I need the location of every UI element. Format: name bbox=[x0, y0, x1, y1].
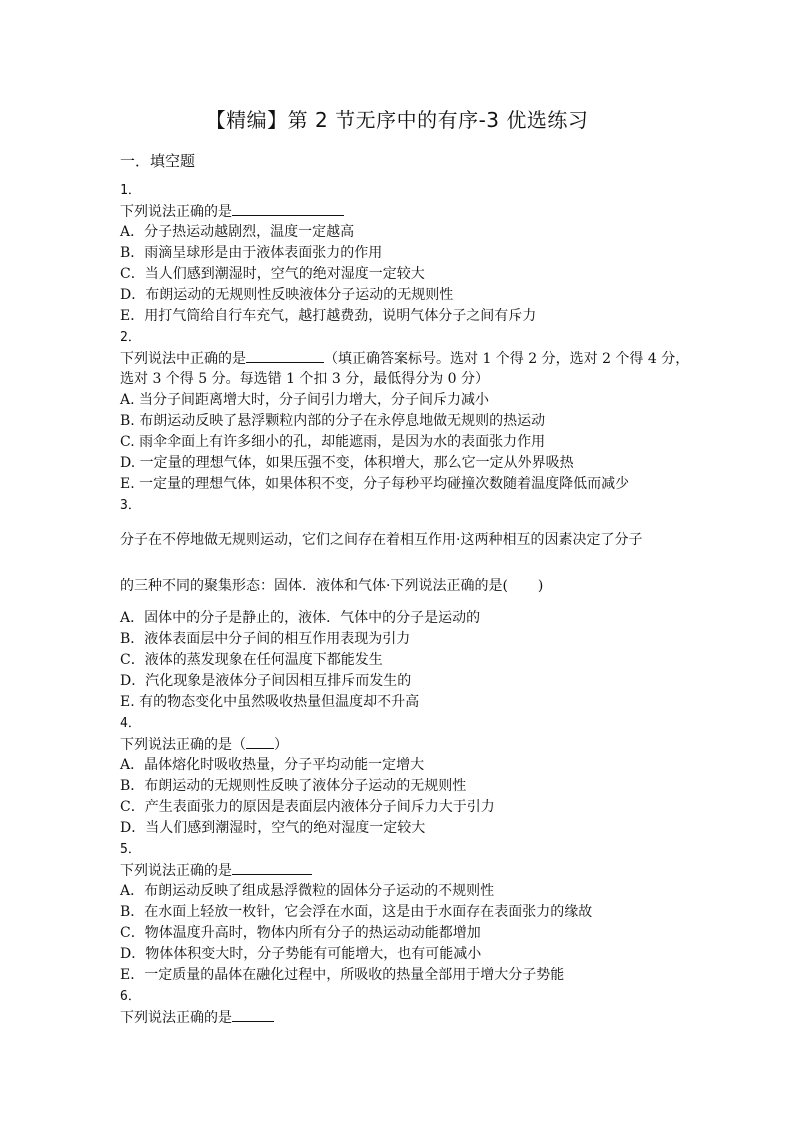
answer-blank bbox=[232, 860, 312, 875]
question-number: 3． bbox=[120, 498, 141, 513]
question-stem-text: 下列说法正确的是（ bbox=[120, 737, 246, 753]
question-stem-text: 的三种不同的聚集形态：固体．液体和气体·下列说法正确的是( bbox=[120, 578, 508, 594]
option-a: A. 当分子间距离增大时，分子间引力增大，分子间斥力减小 bbox=[120, 392, 490, 408]
question-4 bbox=[120, 713, 690, 839]
question-stem-paren-close: ) bbox=[537, 578, 544, 594]
option-b: B．液体表面层中分子间的相互作用表现为引力 bbox=[120, 631, 411, 647]
option-b: B．在水面上轻放一枚针，它会浮在水面，这是由于水面存在表面张力的缘故 bbox=[120, 904, 593, 920]
answer-blank bbox=[232, 1007, 274, 1022]
option-e: E．一定质量的晶体在融化过程中，所吸收的热量全部用于增大分子势能 bbox=[120, 967, 565, 983]
question-number: 2． bbox=[120, 330, 141, 345]
option-b: B．布朗运动的无规则性反映了液体分子运动的无规则性 bbox=[120, 778, 467, 794]
question-6 bbox=[120, 986, 690, 1028]
question-stem-paren-close: ） bbox=[274, 737, 288, 753]
page-title: 【精编】第 2 节无序中的有序-3 优选练习 bbox=[205, 108, 589, 132]
option-c: C．当人们感到潮湿时，空气的绝对湿度一定较大 bbox=[120, 266, 425, 282]
option-d: D．汽化现象是液体分子间因相互排斥而发生的 bbox=[120, 673, 412, 689]
option-a: A．分子热运动越剧烈，温度一定越高 bbox=[120, 224, 355, 240]
question-2 bbox=[120, 327, 690, 495]
question-stem bbox=[120, 1007, 690, 1028]
option-d: D．当人们感到潮湿时，空气的绝对湿度一定较大 bbox=[120, 820, 426, 836]
question-stem-line-1: 分子在不停地做无规则运动，它们之间存在着相互作用·这两种相互的因素决定了分子 bbox=[120, 532, 643, 548]
question-stem bbox=[120, 860, 690, 881]
question-stem bbox=[120, 201, 690, 222]
answer-blank bbox=[246, 348, 324, 363]
answer-blank bbox=[246, 734, 274, 749]
question-stem-text: 下列说法正确的是 bbox=[120, 1010, 232, 1026]
question-number: 4． bbox=[120, 716, 141, 731]
question-stem-text: 下列说法正确的是 bbox=[120, 204, 232, 220]
question-stem-line-2 bbox=[120, 566, 690, 606]
question-stem-text: 下列说法中正确的是 bbox=[120, 351, 246, 367]
option-b: B．雨滴呈球形是由于液体表面张力的作用 bbox=[120, 245, 383, 261]
question-number: 6． bbox=[120, 989, 141, 1004]
option-e: E. 一定量的理想气体，如果体积不变，分子每秒平均碰撞次数随着温度降低而减少 bbox=[120, 476, 630, 492]
question-number: 5． bbox=[120, 842, 141, 857]
option-a: A．晶体熔化时吸收热量，分子平均动能一定增大 bbox=[120, 757, 425, 773]
question-stem bbox=[120, 348, 690, 369]
question-stem-note: （填正确答案标号。选对 1 个得 2 分，选对 2 个得 4 分， bbox=[324, 351, 690, 367]
question-list bbox=[120, 180, 690, 1028]
question-5 bbox=[120, 839, 690, 986]
question-stem-text: 下列说法正确的是 bbox=[120, 863, 232, 879]
question-number: 1． bbox=[120, 183, 141, 198]
option-e: E．用打气筒给自行车充气，越打越费劲，说明气体分子之间有斥力 bbox=[120, 308, 537, 324]
option-c: C．液体的蒸发现象在任何温度下都能发生 bbox=[120, 652, 383, 668]
option-b: B. 布朗运动反映了悬浮颗粒内部的分子在永停息地做无规则的热运动 bbox=[120, 413, 546, 429]
answer-blank bbox=[232, 201, 344, 216]
question-stem-continued: 选对 3 个得 5 分。每选错 1 个扣 3 分，最低得分为 0 分） bbox=[120, 371, 490, 387]
question-3 bbox=[120, 495, 690, 713]
question-1 bbox=[120, 180, 690, 327]
option-d: D．布朗运动的无规则性反映液体分子运动的无规则性 bbox=[120, 287, 454, 303]
option-d: D．物体体积变大时，分子势能有可能增大，也有可能减小 bbox=[120, 946, 482, 962]
option-a: A．布朗运动反映了组成悬浮微粒的固体分子运动的不规则性 bbox=[120, 883, 495, 899]
section-heading: 一．填空题 bbox=[120, 152, 196, 170]
option-d: D. 一定量的理想气体，如果压强不变，体积增大，那么它一定从外界吸热 bbox=[120, 455, 574, 471]
option-a: A．固体中的分子是静止的，液体．气体中的分子是运动的 bbox=[120, 610, 481, 626]
option-c: C．产生表面张力的原因是表面层内液体分子间斥力大于引力 bbox=[120, 799, 495, 815]
option-e: E. 有的物态变化中虽然吸收热量但温度却不升高 bbox=[120, 694, 420, 710]
option-c: C．物体温度升高时，物体内所有分子的热运动动能都增加 bbox=[120, 925, 481, 941]
question-stem bbox=[120, 734, 690, 755]
option-c: C. 雨伞伞面上有许多细小的孔，却能遮雨，是因为水的表面张力作用 bbox=[120, 434, 546, 450]
